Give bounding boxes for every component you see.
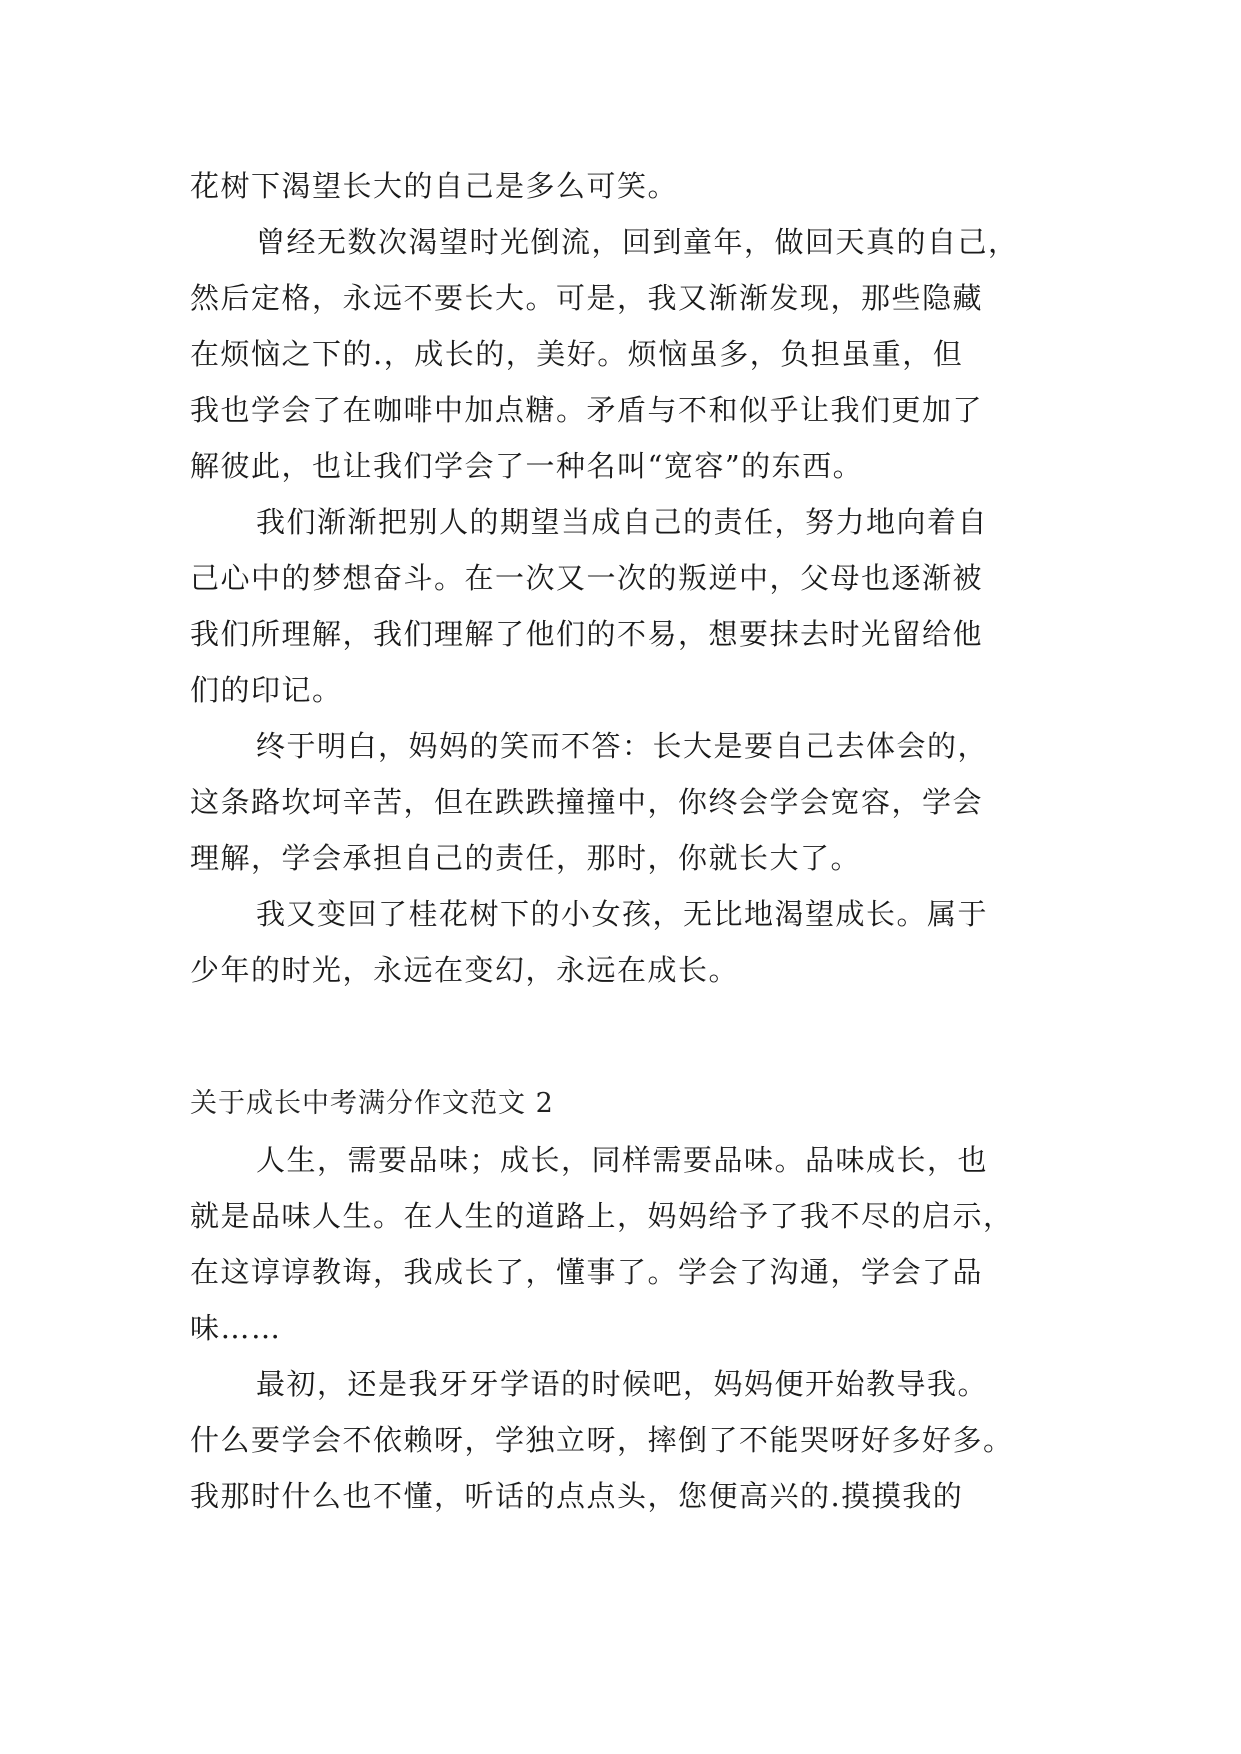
text-line: 理解，学会承担自己的责任，那时，你就长大了。 bbox=[190, 841, 862, 875]
paragraph-first-line: 人生，需要品味；成长，同样需要品味。品味成长，也 bbox=[256, 1143, 989, 1177]
paragraph-first-line: 曾经无数次渴望时光倒流，回到童年，做回天真的自己， bbox=[256, 225, 1019, 259]
section-heading: 关于成长中考满分作文范文 2 bbox=[190, 1088, 554, 1119]
text-line: 味…… bbox=[190, 1311, 282, 1345]
text-line: 在烦恼之下的.，成长的，美好。烦恼虽多，负担虽重，但 bbox=[190, 337, 964, 371]
text-line: 就是品味人生。在人生的道路上，妈妈给予了我不尽的启示， bbox=[190, 1199, 1014, 1233]
text-line: 们的印记。 bbox=[190, 673, 343, 707]
text-line: 我那时什么也不懂，听话的点点头，您便高兴的.摸摸我的 bbox=[190, 1479, 964, 1513]
text-line: 少年的时光，永远在变幻，永远在成长。 bbox=[190, 953, 740, 987]
text-line: 己心中的梦想奋斗。在一次又一次的叛逆中，父母也逐渐被 bbox=[190, 561, 984, 595]
text-line: 在这谆谆教诲，我成长了，懂事了。学会了沟通，学会了品 bbox=[190, 1255, 984, 1289]
text-line: 我也学会了在咖啡中加点糖。矛盾与不和似乎让我们更加了 bbox=[190, 393, 984, 427]
text-line: 这条路坎坷辛苦，但在跌跌撞撞中，你终会学会宽容，学会 bbox=[190, 785, 984, 819]
text-line: 解彼此，也让我们学会了一种名叫“宽容”的东西。 bbox=[190, 449, 864, 483]
text-line: 我们所理解，我们理解了他们的不易，想要抹去时光留给他 bbox=[190, 617, 984, 651]
paragraph-first-line: 最初，还是我牙牙学语的时候吧，妈妈便开始教导我。 bbox=[256, 1367, 989, 1401]
paragraph-first-line: 终于明白，妈妈的笑而不答：长大是要自己去体会的， bbox=[256, 729, 989, 763]
text-line: 然后定格，永远不要长大。可是，我又渐渐发现，那些隐藏 bbox=[190, 281, 984, 315]
text-line: 什么要学会不依赖呀，学独立呀，摔倒了不能哭呀好多好多。 bbox=[190, 1423, 1014, 1457]
paragraph-first-line: 我们渐渐把别人的期望当成自己的责任，努力地向着自 bbox=[256, 505, 989, 539]
text-line: 花树下渴望长大的自己是多么可笑。 bbox=[190, 169, 679, 203]
paragraph-first-line: 我又变回了桂花树下的小女孩，无比地渴望成长。属于 bbox=[256, 897, 989, 931]
